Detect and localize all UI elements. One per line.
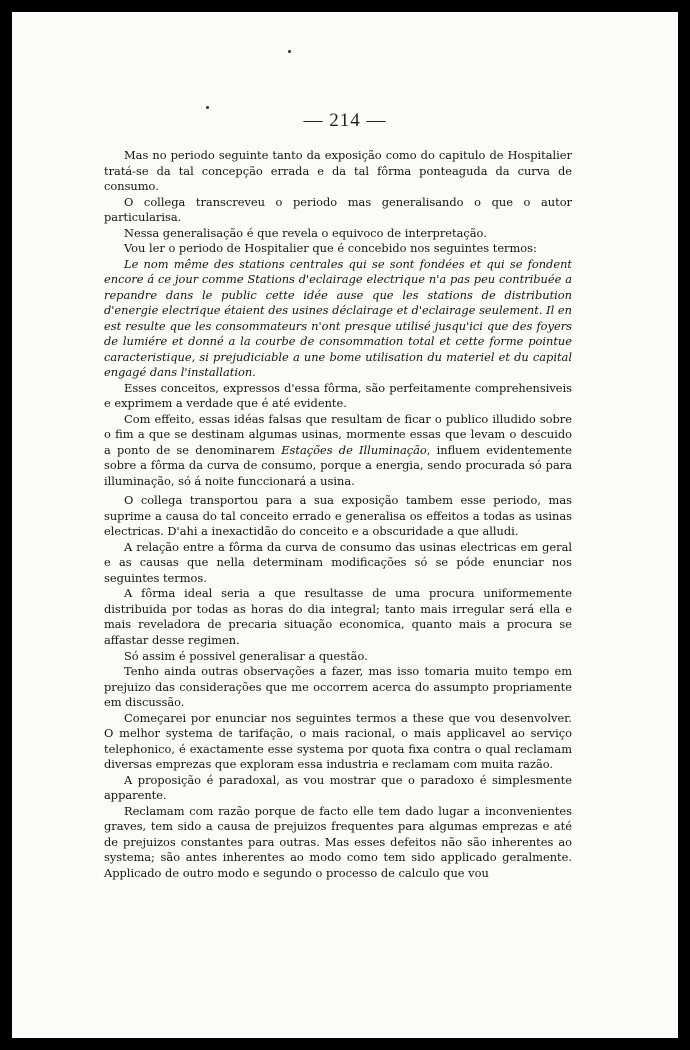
paragraph: Esses conceitos, expressos d'essa fôrma, são perfeitamente comprehensiveis e exprimem a verdade que é até evidente. [104,380,572,411]
page-number: — 214 — [303,110,387,131]
paragraph: A relação entre a fôrma da curva de consumo das usinas electricas em geral e as causas que nella determinam modificações só se póde enunciar nos seguintes termos. [104,539,572,585]
paragraph: A proposição é paradoxal, as vou mostrar que o paradoxo é simplesmente apparente. [104,772,572,803]
body-text [104,148,572,881]
paragraph: A fôrma ideal seria a que resultasse de uma procura uniformemente distribuida por todas as horas do dia integral; tanto mais irregular será ella e mais reveladora de precaria situação economica, quanto mais a procura se affastar desse regimen. [104,586,572,647]
paragraph: Mas no periodo seguinte tanto da exposição como do capitulo de Hospitalier tratá-se da tal concepção errada e da tal fôrma ponteaguda da curva de consumo. [104,148,572,194]
emphasized-term: Estações de Illuminação [281,442,427,457]
ink-speck [206,106,209,109]
paragraph: Tenho ainda outras observações a fazer, mas isso tomaria muito tempo em prejuizo das considerações que me occorrem acerca do assumpto propriamente em discussão. [104,664,572,710]
paragraph: Vou ler o periodo de Hospitalier que é concebido nos seguintes termos: [124,241,537,256]
french-quotation: Le nom même des stations centrales qui se sont fondées et qui se fondent encore á ce jour comme Stations d'eclairage electrique n'a pas peu contribuée a repandre dans le public cette idée ause que les stations de distribution d'energie electrique étaient des usines déclairage et d'eclairage seulement. Il en est resulte que les consommateurs n'ont presque utilisé jusqu'ici que des foyers de lumiére et donné a la courbe de consommation total et cette forme pointue caracteristique, si prejudiciable a une bome utilisation du materiel et du capital engagé dans l'installation. [104,256,572,380]
paragraph: Começarei por enunciar nos seguintes termos a these que vou desenvolver. O melhor systema de tarifação, o mais racional, o mais applicavel ao serviço telephonico, é exactamente esse systema por quota fixa contra o qual reclamam diversas emprezas que exploram essa industria e reclamam com muita razão. [104,710,572,772]
paragraph: Nessa generalisação é que revela o equivoco de interpretação. [124,225,487,240]
paragraph-text: , influem evidentemente sobre a fôrma da curva de consumo, porque a energia, sendo procurada só para illuminação, só á noite funccionará a usina. [104,442,572,488]
scanned-page [12,12,678,1038]
paragraph: Reclamam com razão porque de facto elle tem dado lugar a inconvenientes graves, tem sido a causa de prejuizos frequentes para algumas emprezas e até de prejuizos constantes para outras. Mas esses defeitos não são inherentes ao systema; são antes inherentes ao modo como tem sido applicado geralmente. Applicado de outro modo e segundo o processo de calculo que vou [104,803,572,880]
paragraph: O collega transportou para a sua exposição tambem esse periodo, mas suprime a causa do tal conceito errado e generalisa os effeitos a todas as usinas electricas. D'ahi a inexactidão do conceito e a obscuridade a que alludi. [104,493,572,539]
paragraph: O collega transcreveu o periodo mas generalisando o que o autor particularisa. [104,194,572,225]
ink-speck [288,50,291,53]
paragraph [104,412,572,490]
paragraph-text: Com effeito, essas idéas falsas que resultam de ficar o publico illudido sobre o fim a que se destinam algumas usinas, mormente essas que levam o descuido a ponto de se denominarem [104,411,572,457]
paragraph: Só assim é possivel generalisar a questão. [124,648,368,663]
